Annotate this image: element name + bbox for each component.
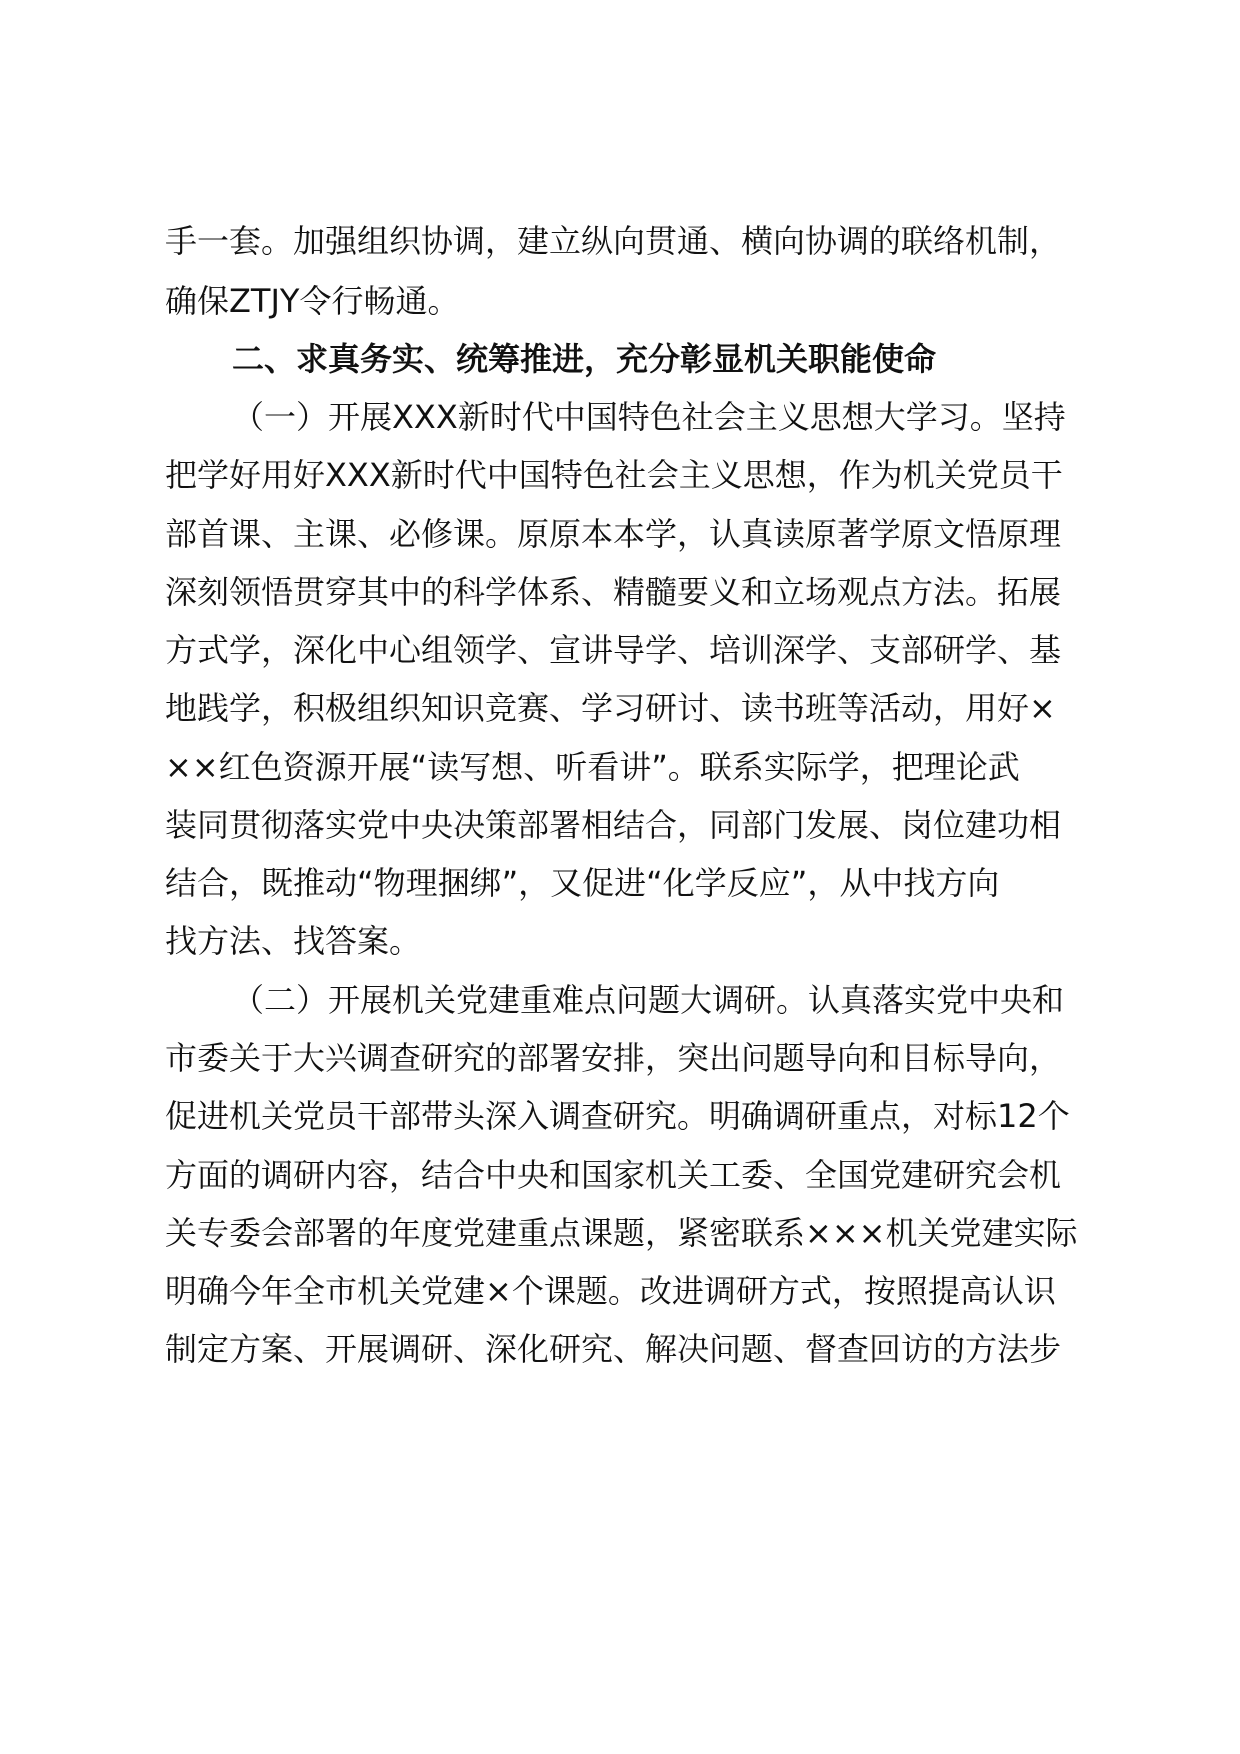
body-text-line: 把学好用好XXX新时代中国特色社会主义思想，作为机关党员干	[165, 456, 1063, 494]
body-text-line: 装同贯彻落实党中央决策部署相结合，同部门发展、岗位建功相	[165, 806, 1062, 844]
body-text-line: 方面的调研内容，结合中央和国家机关工委、全国党建研究会机	[165, 1156, 1062, 1194]
body-text-line: 找方法、找答案。	[165, 922, 422, 960]
section-heading: 二、求真务实、统筹推进，充分彰显机关职能使命	[232, 340, 937, 378]
body-text-line: 市委关于大兴调查研究的部署安排，突出问题导向和目标导向，	[165, 1039, 1062, 1077]
body-text-line: 手一套。加强组织协调，建立纵向贯通、横向协调的联络机制，	[165, 222, 1062, 260]
body-text-line: 促进机关党员干部带头深入调查研究。明确调研重点，对标12个	[165, 1097, 1070, 1135]
body-text-line: 确保ZTJY令行畅通。	[165, 282, 460, 320]
body-text-line: 地践学，积极组织知识竞赛、学习研讨、读书班等活动，用好×	[165, 689, 1056, 727]
body-text-line: 方式学，深化中心组领学、宣讲导学、培训深学、支部研学、基	[165, 631, 1062, 669]
body-text-line: 深刻领悟贯穿其中的科学体系、精髓要义和立场观点方法。拓展	[165, 573, 1062, 611]
subsection-title-line: （二）开展机关党建重难点问题大调研。认真落实党中央和	[232, 981, 1065, 1019]
body-text-line: 关专委会部署的年度党建重点课题，紧密联系×××机关党建实际	[165, 1214, 1078, 1252]
body-text-line: 部首课、主课、必修课。原原本本学，认真读原著学原文悟原理	[165, 515, 1062, 553]
body-text-line: 明确今年全市机关党建×个课题。改进调研方式，按照提高认识	[165, 1272, 1056, 1310]
body-text-line: 结合，既推动“物理捆绑”，又促进“化学反应”，从中找方向	[165, 864, 1000, 902]
body-text-line: ××红色资源开展“读写想、听看讲”。联系实际学，把理论武	[165, 748, 1020, 786]
body-text-line: 制定方案、开展调研、深化研究、解决问题、督查回访的方法步	[165, 1330, 1062, 1368]
subsection-title-line: （一）开展XXX新时代中国特色社会主义思想大学习。坚持	[232, 398, 1066, 436]
